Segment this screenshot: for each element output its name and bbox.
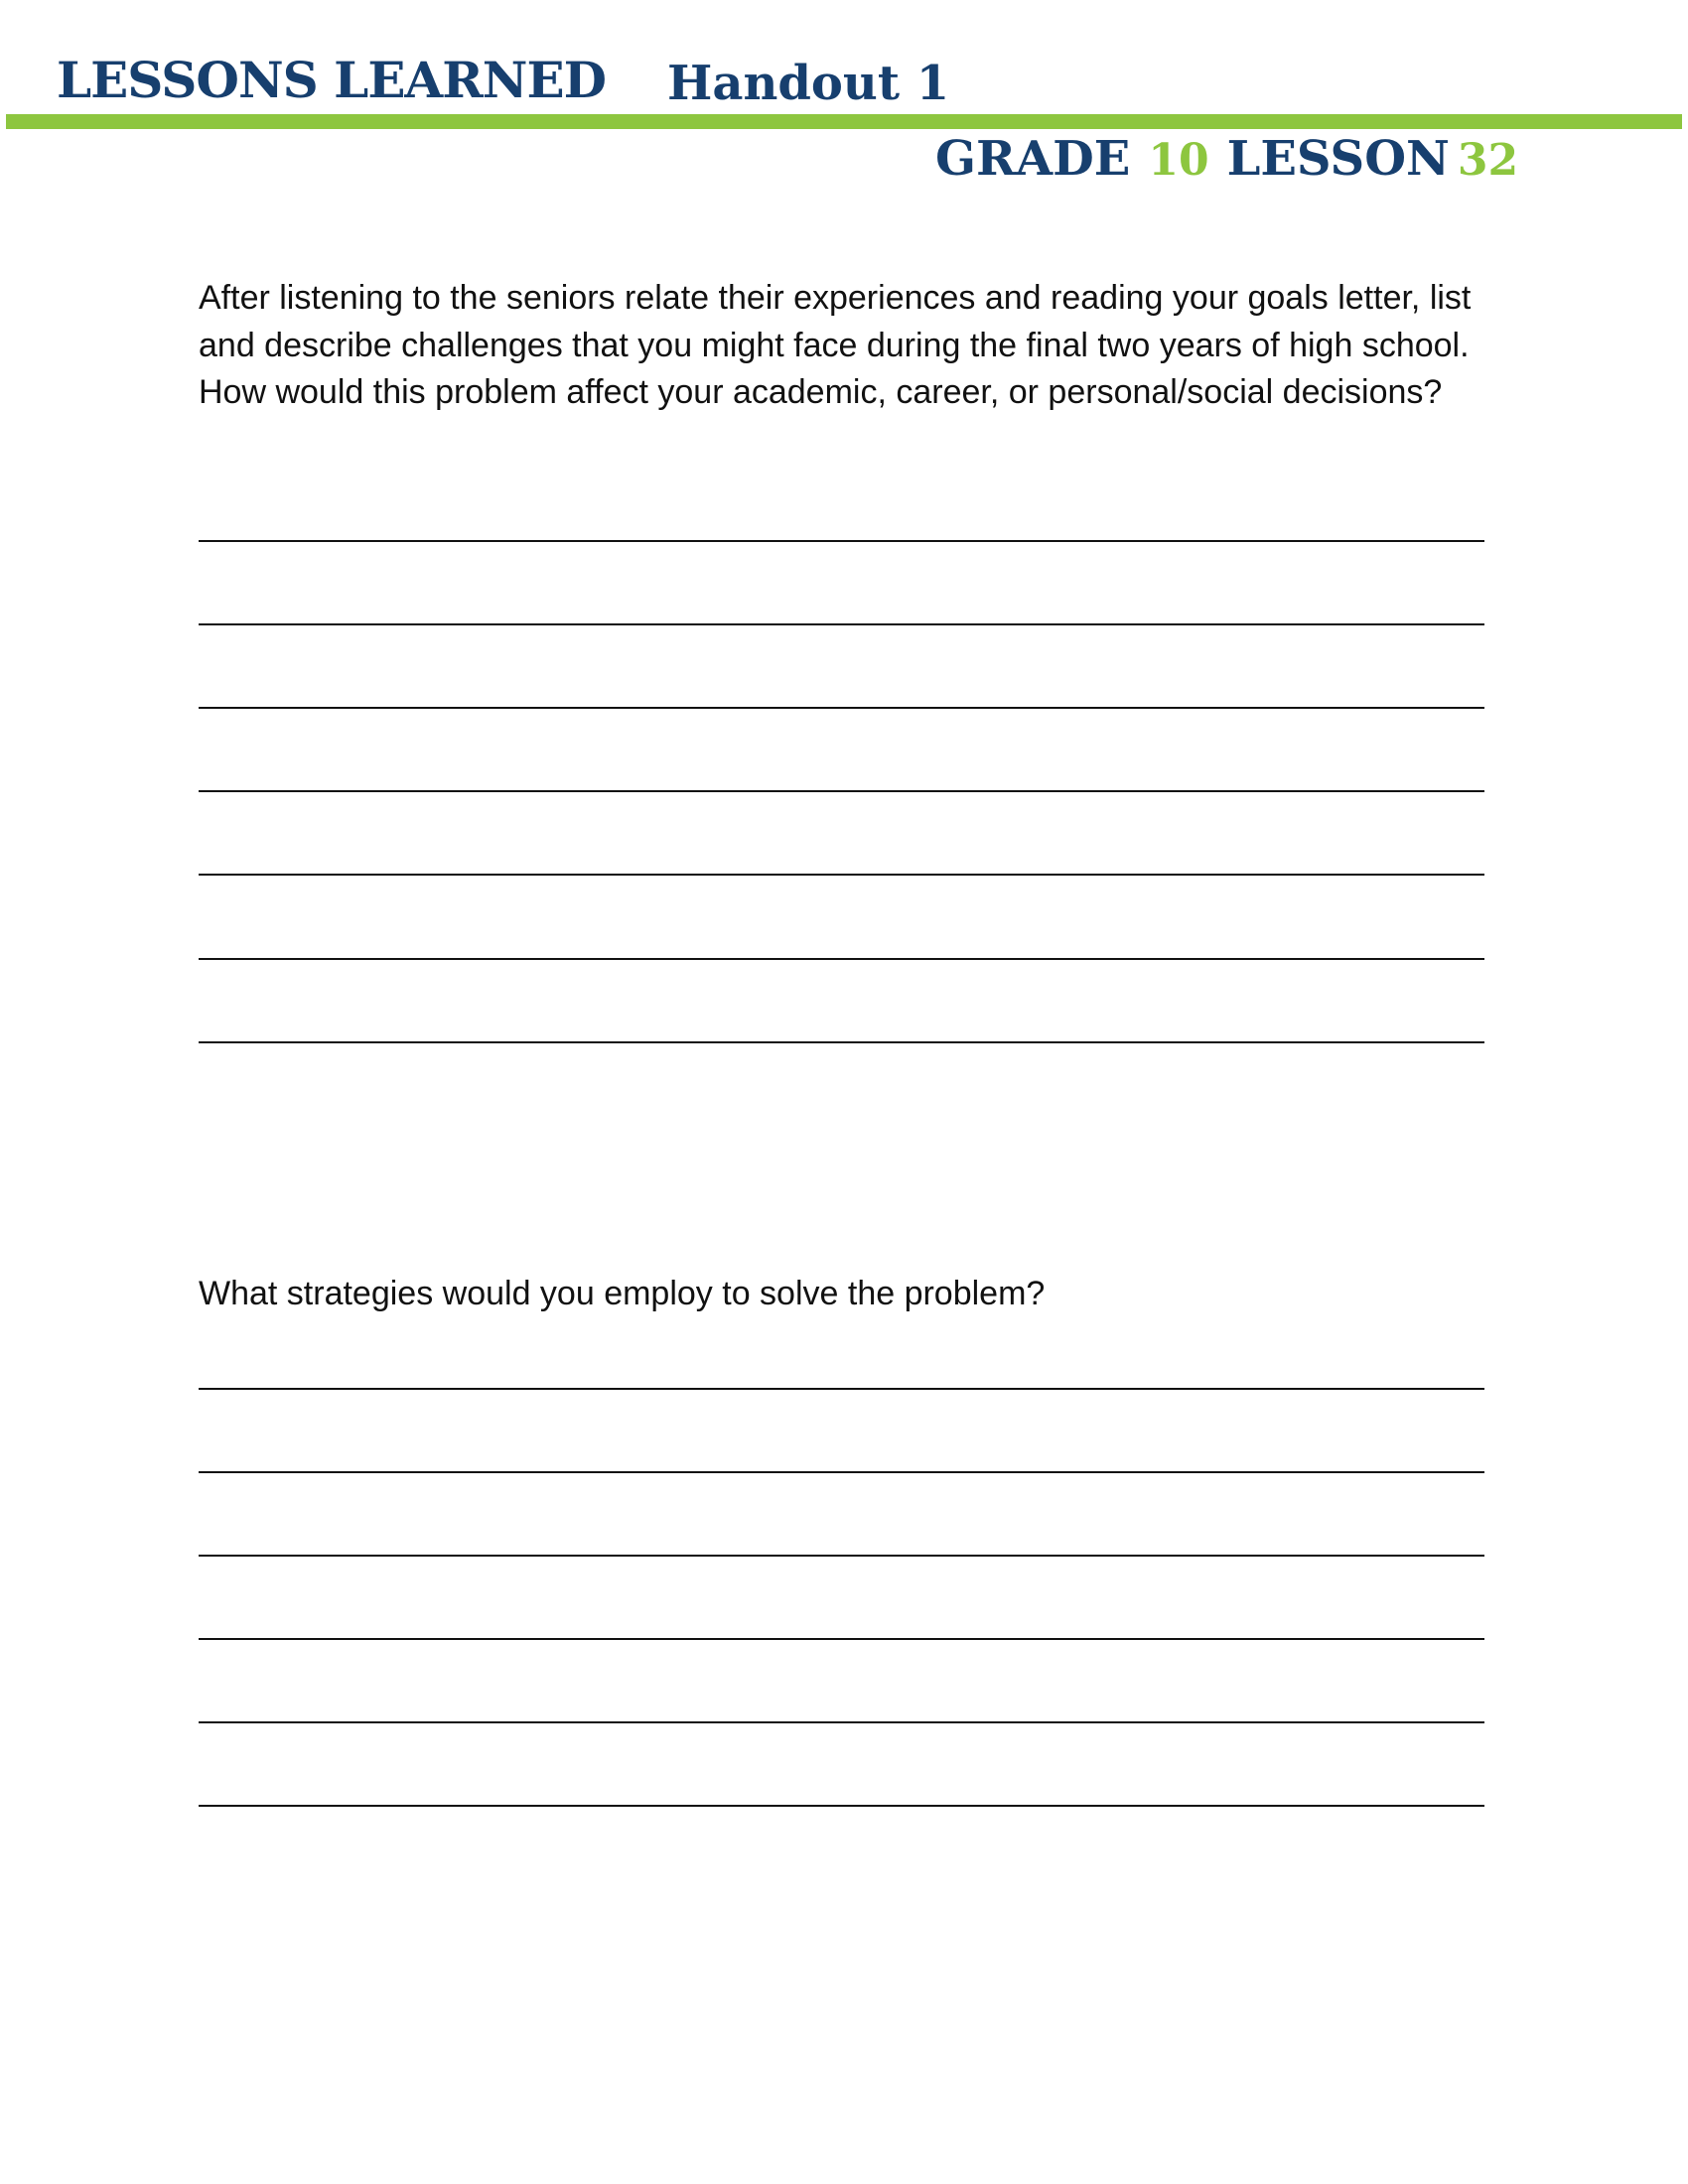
question-2-prompt: What strategies would you employ to solve the problem? xyxy=(199,1275,1046,1312)
worksheet-title: LESSONS LEARNED xyxy=(57,51,606,109)
question-1-answer-line-3[interactable] xyxy=(199,707,1484,709)
grade-lesson-label xyxy=(935,131,1519,187)
question-1-answer-line-4[interactable] xyxy=(199,790,1484,792)
question-1-answer-line-2[interactable] xyxy=(199,623,1484,625)
question-2-answer-line-6[interactable] xyxy=(199,1805,1484,1807)
question-1-answer-line-1[interactable] xyxy=(199,540,1484,542)
question-1-answer-line-6[interactable] xyxy=(199,958,1484,960)
lesson-value: 32 xyxy=(1457,135,1519,186)
question-2-answer-line-4[interactable] xyxy=(199,1638,1484,1640)
question-2-answer-line-2[interactable] xyxy=(199,1471,1484,1473)
header-divider xyxy=(6,114,1682,129)
question-2-answer-line-3[interactable] xyxy=(199,1555,1484,1557)
question-2-answer-line-5[interactable] xyxy=(199,1721,1484,1723)
handout-number: Handout 1 xyxy=(667,56,950,111)
question-1-prompt: After listening to the seniors relate their experiences and reading your goals letter, list and describe challenges that you might face during the final two years of high school. How would this problem affect your academic, career, or personal/social decisions? xyxy=(199,279,1472,411)
question-1-answer-line-7[interactable] xyxy=(199,1041,1484,1043)
lesson-label: LESSON xyxy=(1226,131,1450,187)
question-1-answer-line-5[interactable] xyxy=(199,874,1484,876)
question-2-answer-line-1[interactable] xyxy=(199,1388,1484,1390)
grade-label: GRADE xyxy=(935,131,1131,187)
grade-value: 10 xyxy=(1148,135,1209,186)
